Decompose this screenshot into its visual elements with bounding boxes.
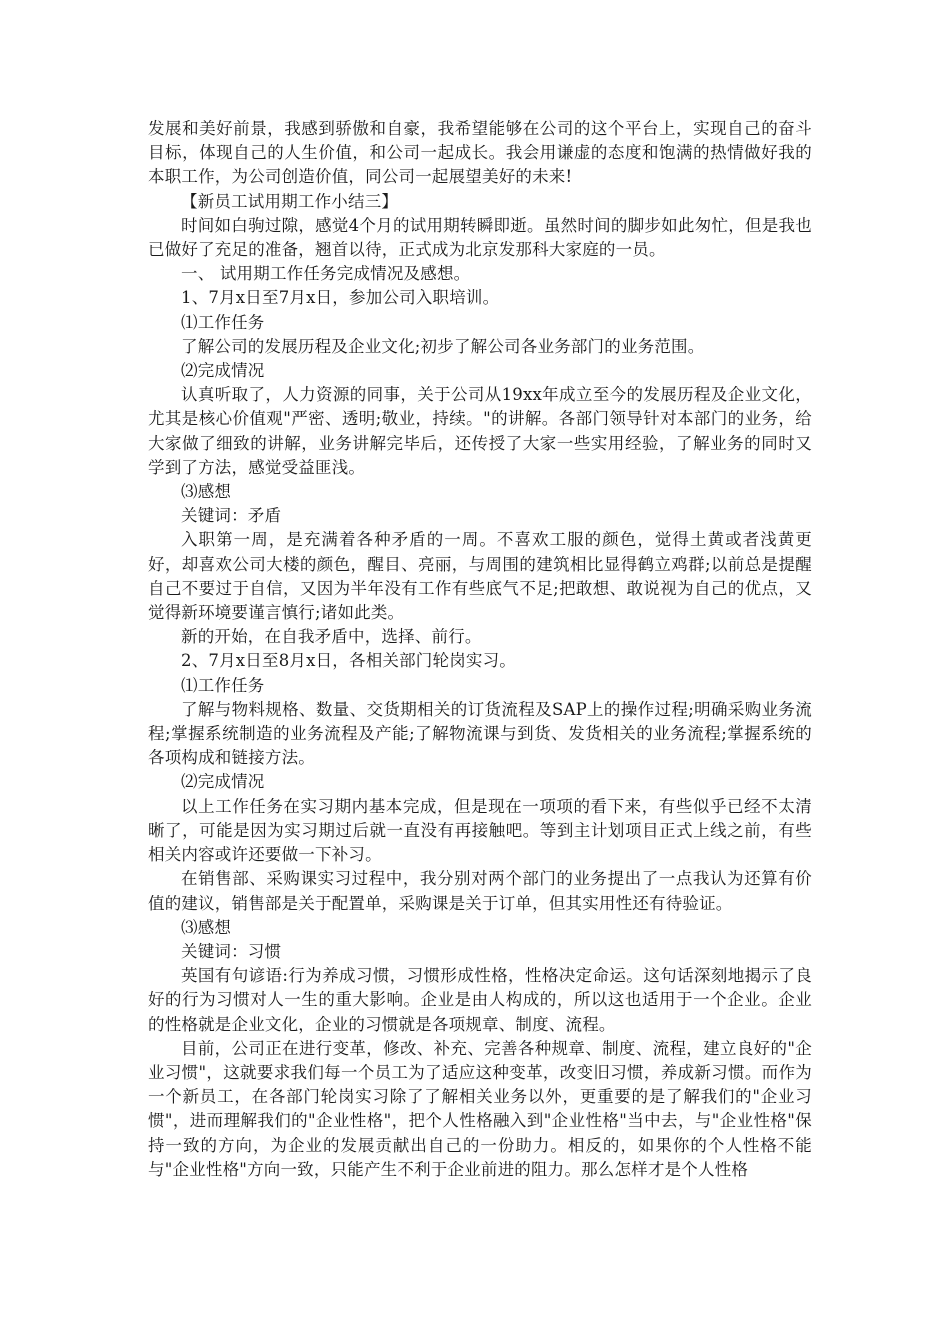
paragraph: ⑵完成情况 [181, 772, 265, 792]
paragraph: 认真听取了，人力资源的同事，关于公司从19xx年成立至今的发展历程及企业文化，尤其是核心价值观"严密、透明;敬业，持续。"的讲解。各部门领导针对本部门的业务，给大家做了细致的讲解，业务讲解完毕后，还传授了大家一些实用经验，了解业务的同时又学到了方法，感觉受益匪浅。 [148, 385, 812, 477]
paragraph: 关键词：矛盾 [181, 506, 282, 526]
paragraph: ⑴工作任务 [181, 312, 265, 332]
paragraph: 时间如白驹过隙，感觉4个月的试用期转瞬即逝。虽然时间的脚步如此匆忙，但是我也已做好了充足的准备，翘首以待，正式成为北京发那科大家庭的一员。 [148, 215, 812, 260]
paragraph: 2、7月x日至8月x日，各相关部门轮岗实习。 [181, 651, 517, 671]
paragraph: 英国有句谚语:行为养成习惯，习惯形成性格，性格决定命运。这句话深刻地揭示了良好的行为习惯对人一生的重大影响。企业是由人构成的，所以这也适用于一个企业。企业的性格就是企业文化，企业的习惯就是各项规章、制度、流程。 [148, 966, 812, 1034]
paragraph: 入职第一周，是充满着各种矛盾的一周。不喜欢工服的颜色，觉得土黄或者浅黄更好，却喜欢公司大楼的颜色，醒目、亮丽，与周围的建筑相比显得鹤立鸡群;以前总是提醒自己不要过于自信，又因为半年没有工作有些底气不足;把敢想、敢说视为自己的优点，又觉得新环境要谨言慎行;诸如此类。 [148, 530, 812, 623]
paragraph: 一、 试用期工作任务完成情况及感想。 [181, 264, 471, 284]
paragraph: 【新员工试用期工作小结三】 [181, 191, 399, 211]
paragraph: 了解与物料规格、数量、交货期相关的订货流程及SAP上的操作过程;明确采购业务流程;掌握系统制造的业务流程及产能;了解物流课与到货、发货相关的业务流程;掌握系统的各项构成和链接方法。 [148, 699, 812, 768]
paragraph: 目前，公司正在进行变革，修改、补充、完善各种规章、制度、流程，建立良好的"企业习惯"，这就要求我们每一个员工为了适应这种变革，改变旧习惯，养成新习惯。而作为一个新员工，在各部门轮岗实习除了了解相关业务以外，更重要的是了解我们的"企业习惯"，进而理解我们的"企业性格"，把个人性格融入到"企业性格"当中去，与"企业性格"保持一致的方向，为企业的发展贡献出自己的一份助力。相反的，如果你的个人性格不能与"企业性格"方向一致，只能产生不利于企业前进的阻力。那么怎样才是个人性格 [148, 1038, 812, 1179]
paragraph: 关键词：习惯 [181, 941, 282, 961]
paragraph: ⑴工作任务 [181, 675, 265, 695]
paragraph: 以上工作任务在实习期内基本完成，但是现在一项项的看下来，有些似乎已经不太清晰了，可能是因为实习期过后就一直没有再接触吧。等到主计划项目正式上线之前，有些相关内容或许还要做一下补习。 [148, 796, 812, 865]
paragraph: 了解公司的发展历程及企业文化;初步了解公司各业务部门的业务范围。 [181, 336, 705, 356]
paragraph: 1、7月x日至7月x日，参加公司入职培训。 [181, 288, 500, 308]
paragraph: 新的开始，在自我矛盾中，选择、前行。 [181, 627, 482, 647]
paragraph: 发展和美好前景，我感到骄傲和自豪，我希望能够在公司的这个平台上，实现自己的奋斗目标，体现自己的人生价值，和公司一起成长。我会用谦虚的态度和饱满的热情做好我的本职工作，为公司创造价值，同公司一起展望美好的未来! [148, 119, 812, 187]
paragraph: ⑶感想 [181, 917, 232, 937]
paragraph: 在销售部、采购课实习过程中，我分别对两个部门的业务提出了一点我认为还算有价值的建议，销售部是关于配置单，采购课是关于订单，但其实用性还有待验证。 [148, 869, 812, 913]
paragraph: ⑶感想 [181, 482, 232, 502]
document-page [148, 117, 812, 1182]
paragraph: ⑵完成情况 [181, 361, 265, 381]
